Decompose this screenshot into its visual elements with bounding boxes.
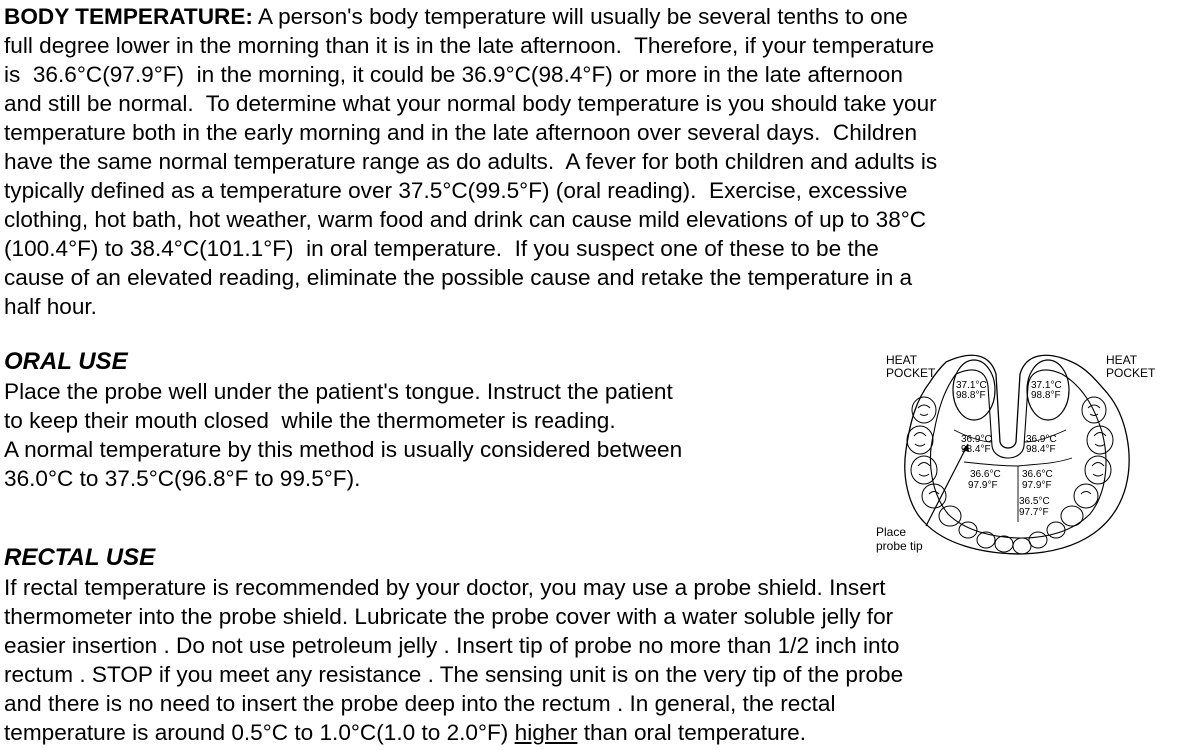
zone-temp-f: 98.8°F — [1031, 390, 1061, 401]
probe-pointer-line — [926, 444, 968, 526]
rectal-use-paragraph — [4, 573, 1172, 747]
zone-temp-f: 98.4°F — [1026, 444, 1056, 455]
zone-temp-c: 37.1°C — [956, 380, 987, 391]
oral-use-text: Place the probe well under the patient's tongue. Instruct the patient to keep their mouth closed while the thermometer is reading. A normal temperature by this method is usually considered between 36.0°C to 37.5°C(96.8°F to 99.5°F). — [4, 379, 683, 491]
zone-temp-f: 97.9°F — [968, 480, 998, 491]
mouth-temperature-diagram — [872, 346, 1172, 568]
zone-temp-c: 36.5°C — [1019, 496, 1050, 507]
zone-temp-f: 97.9°F — [1022, 480, 1052, 491]
rectal-use-heading: RECTAL USE — [4, 544, 156, 571]
place-probe-tip-label: probe tip — [876, 539, 923, 553]
heat-pocket-right-label: POCKET — [1106, 366, 1156, 380]
zone-temp-f: 98.8°F — [956, 390, 986, 401]
heat-pocket-left-label: POCKET — [886, 366, 936, 380]
zone-temp-c: 36.6°C — [1022, 469, 1053, 480]
zone-temp-c: 36.9°C — [1026, 434, 1057, 445]
zone-temp-f: 98.4°F — [961, 444, 991, 455]
body-temperature-text: A person's body temperature will usually be several tenths to one full degree lower in the morning than it is in the late afternoon. Therefore, if your temperature is 36.6°C(97.9°F) in the morning, it could be 36.9°C(98.4°F) or more in the late afternoon and still be normal. To determine what your normal body temperature is you should take your temperature both in the early morning and in the late afternoon over several days. Children have the same normal temperature range as do adults. A fever for both children and adults is typically defined as a temperature over 37.5°C(99.5°F) (oral reading). Exercise, excessive clothing, hot bath, hot weather, warm food and drink can cause mild elevations of up to 38°C (100.4°F) to 38.4°C(101.1°F) in oral temperature. If you suspect one of these to be the cause of an elevated reading, eliminate the possible cause and retake the temperature in a half hour. — [4, 4, 938, 319]
body-temperature-heading: BODY TEMPERATURE: — [4, 4, 253, 29]
oral-use-heading: ORAL USE — [4, 348, 128, 375]
rectal-use-text-end: than oral temperature. — [577, 720, 807, 745]
place-probe-tip-label: Place — [876, 525, 907, 539]
heat-pocket-left-label: HEAT — [886, 353, 918, 367]
mouth-outline — [905, 355, 1129, 554]
rectal-use-text: If rectal temperature is recommended by your doctor, you may use a probe shield. Insert thermometer into the probe shield. Lubricate the probe cover with a water soluble jelly for easier insertion . Do not use petroleum jelly . Insert tip of probe no more than 1/2 inch into rectum . STOP if you meet any resistance . The sensing unit is on the very tip of the probe and there is no need to insert the probe deep into the rectum . In general, the rectal temperature is around 0.5°C to 1.0°C(1.0 to 2.0°F) — [4, 575, 904, 745]
zone-temp-c: 37.1°C — [1031, 380, 1062, 391]
zone-temp-c: 36.9°C — [961, 434, 992, 445]
heat-pocket-right-label: HEAT — [1106, 353, 1138, 367]
higher-underlined-word: higher — [514, 720, 578, 745]
zone-temp-c: 36.6°C — [970, 469, 1001, 480]
zone-temp-f: 97.7°F — [1019, 507, 1049, 518]
body-temperature-paragraph — [4, 2, 1172, 321]
